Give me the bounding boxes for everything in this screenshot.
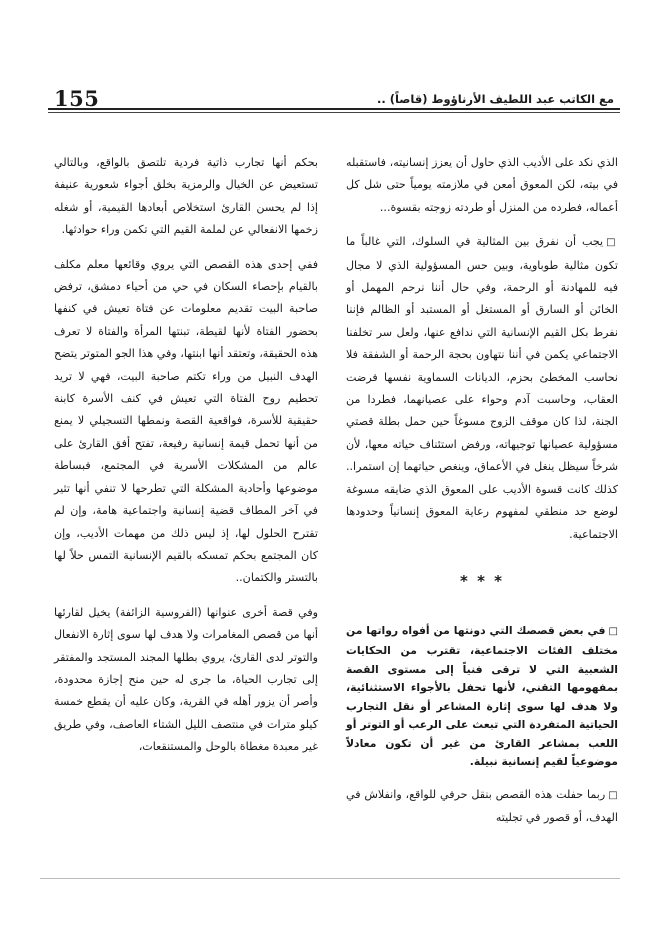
running-title: مع الكاتب عبد اللطيف الأرناؤوط (قاصاً) .. (376, 92, 614, 106)
page-number: 155 (54, 86, 100, 111)
header-rule (48, 108, 620, 110)
paragraph (346, 231, 618, 546)
paragraph: ففي إحدى هذه القصص التي يروي وقائعها معلم مكلف بالقيام بإحصاء السكان في حي من أحياء دمشق، ترفض صاحبة البيت تقديم معلومات عن فتاة تعيش في كنفها بحضور الفتاة لأنها لقيطة، تبنتها المرأة والفتاة لا تعرف هذه الحقيقة، وتعتقد أنها ابنتها، وفي هذا الجو المتوتر يتضح الهدف النبيل من وراء تكتم صاحبة البيت، فهي لا تريد تحطيم روح الفتاة التي تعيش في كنف الأسرة كابنة حقيقية للأسرة، فواقعية القصة ونمطها التسجيلي لا يمنع من أنها تحمل قيمة إنسانية رفيعة، تفتح أفق القارئ على عالم من المشكلات الأسرية في المجتمع، فبساطة موضوعها وأحادية المشكلة التي تطرحها لا تنفي أنها تثير في آخر المطاف قضية إنسانية واجتماعية هامة، وإن لم تقترح الحلول لها، إذ ليس ذلك من مهمات الأديب، وإن كان المجتمع بحكم تمسكه بالقيم الإنسانية التمس حلاً لها بالتستر والكتمان.. (54, 257, 318, 585)
paragraph-text: يجب أن نفرق بين المثالية في السلوك، التي غالباً ما تكون مثالية طوباوية، وبين حس المسؤولية الذي لا مجال فيه للمهادنة أو الرحمة، وفي حال أننا نرحم المهمل أو الخائن أو السارق أو المستغل أو المستبد أو الظالم فإننا نفرط بكل القيم الإنسانية التي ندافع عنها، ولعل سر تخلفنا الاجتماعي يكمن في أننا نتهاون بحجة الرحمة أو الشفقة فلا نحاسب المخطئ بحزم، الديانات السماوية نفسها فرضت العقاب، وحاسبت آدم وحواء على عصيانهما، فطردا من الجنة، لذا كان موقف الزوج مسوغاً حين حمل بطلة قصتي مسؤولية عصيانها توجيهاته، ورفض استئناف حياته معها، لأن شرخاً سيظل ينغل في الأعماق، وينغص حياتهما إن استمرا.. كذلك كانت قسوة الأديب على المعوق الذي ضايقه مسوغة لوضع حد منطقي لمفهوم رعاية المعوق إنسانياً وحدودها الاجتماعية. (346, 235, 618, 541)
header-rule-thin (48, 112, 620, 113)
paragraph: وفي قصة أخرى عنوانها (الفروسية الزائفة) يخيل لقارئها أنها من قصص المغامرات ولا هدف لها سوى إثارة الانفعال والتوتر لدى القارئ، يروي بطلها المجند المستجد والمفتقر إلى تجارب الحياة، ما جرى له حين منح إجازة محدودة، وأصر أن يزور أهله في القرية، وكان عليه أن يقطع خمسة كيلو مترات في منتصف الليل الشتاء العاصف، وفي طريق غير معبدة مغطاة بالوحل والمستنقعات، (54, 605, 318, 754)
square-bullet-icon: □ (606, 237, 619, 249)
bottom-edge-line (40, 878, 620, 879)
running-header (40, 86, 620, 110)
right-column (346, 152, 618, 830)
square-bullet-icon: □ (608, 790, 618, 802)
paragraph (346, 784, 618, 830)
section-separator: * * * (460, 571, 504, 590)
question-text: في بعض قصصك التي دونتها من أفواه رواتها من مختلف الفئات الاجتماعية، تقترب من الحكايات الشعبية التي لا ترقى فنياً إلى مستوى القصة بمفهومها التقني، لأنها تحفل بالأجواء الاستثنائية، ولا هدف لها سوى إثارة المشاعر أو نقل التجارب الحياتية المتفردة التي تبعث على الرعب أو التوتر أو اللعب بمشاعر القارئ من غير أن تكون معادلاً موضوعياً لقيم إنسانية نبيلة. (346, 624, 618, 769)
square-bullet-icon: □ (608, 626, 618, 638)
left-column (54, 152, 318, 759)
paragraph-text: ربما حفلت هذه القصص بنقل حرفي للواقع، وانفلاش في الهدف، أو قصور في تجليته (346, 788, 618, 825)
paragraph: بحكم أنها تجارب ذاتية فردية تلتصق بالواقع، وبالتالي تستعيض عن الخيال والرمزية بخلق أجواء شعورية عنيفة إذا لم يحسن القارئ استخلاص أبعادها القيمية، أو شغله زخمها الانفعالي عن لملمة القيم التي تكمن وراء حوادثها. (54, 156, 318, 237)
paragraph: الذي نكد على الأديب الذي حاول أن يعزز إنسانيته، فاستقبله في بيته، لكن المعوق أمعن في ملازمته يومياً حتى شل كل أعماله، فطرده من المنزل أو طردته زوجته بقسوة... (346, 156, 618, 214)
interview-question (346, 622, 618, 772)
